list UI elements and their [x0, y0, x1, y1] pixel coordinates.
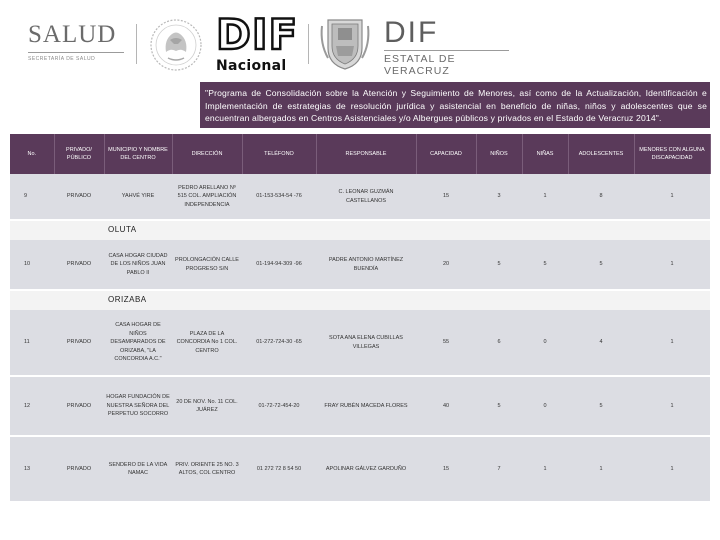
mexico-eagle-seal-icon — [148, 18, 204, 72]
table-cell: 9 — [10, 174, 54, 220]
column-header: MENORES CON ALGUNA DISCAPACIDAD — [634, 134, 710, 174]
table-cell: 1 — [634, 376, 710, 436]
shelters-table — [10, 134, 711, 503]
table-cell: 1 — [634, 240, 710, 290]
veracruz-coat-of-arms-icon — [318, 14, 372, 72]
table-cell: 6 — [476, 310, 522, 376]
city-separator-row — [10, 290, 710, 310]
table-cell: 1 — [522, 436, 568, 502]
table-cell: 12 — [10, 376, 54, 436]
dif-estatal-logo — [384, 16, 514, 77]
table-cell: 1 — [634, 174, 710, 220]
city-separator-spacer — [10, 290, 54, 310]
table-cell: 55 — [416, 310, 476, 376]
dif-nacional-word: DIF — [216, 10, 299, 59]
table-cell: SOTA ANA ELENA CUBILLAS VILLEGAS — [316, 310, 416, 376]
table-cell: PADRE ANTONIO MARTÍNEZ BUENDÍA — [316, 240, 416, 290]
table-cell: PROLONGACIÓN CALLE PROGRESO S/N — [172, 240, 242, 290]
table-cell: PEDRO ARELLANO Nº 515 COL. AMPLIACIÓN INDEPENDENCIA — [172, 174, 242, 220]
table-cell: PRIVADO — [54, 240, 104, 290]
table-cell: 11 — [10, 310, 54, 376]
table-cell: 13 — [10, 436, 54, 502]
salud-logo-divider — [28, 52, 124, 53]
city-separator-spacer — [10, 220, 54, 240]
table-cell: APOLINAR GÁLVEZ GARDUÑO — [316, 436, 416, 502]
table-row — [10, 436, 710, 502]
table-cell: 5 — [568, 240, 634, 290]
table-cell: 01-72-72-454-20 — [242, 376, 316, 436]
table-cell: 0 — [522, 376, 568, 436]
column-header: DIRECCIÓN — [172, 134, 242, 174]
table-cell: HOGAR FUNDACIÓN DE NUESTRA SEÑORA DEL PERPETUO SOCORRO — [104, 376, 172, 436]
table-cell: 4 — [568, 310, 634, 376]
dif-estatal-divider — [384, 50, 509, 51]
salud-logo-subtitle: SECRETARÍA DE SALUD — [28, 56, 96, 62]
table-row — [10, 310, 710, 376]
table-cell: 10 — [10, 240, 54, 290]
dif-nacional-subtitle: Nacional — [216, 58, 287, 74]
dif-estatal-subtitle: ESTATAL DE VERACRUZ — [384, 53, 456, 77]
table-cell: 8 — [568, 174, 634, 220]
table-cell: 40 — [416, 376, 476, 436]
table-cell: CASA HOGAR CIUDAD DE LOS NIÑOS JUAN PABLO II — [104, 240, 172, 290]
table-cell: 5 — [522, 240, 568, 290]
table-cell: 01-153-534-54 -76 — [242, 174, 316, 220]
table-cell: 15 — [416, 436, 476, 502]
table-header-row — [10, 134, 710, 174]
logo-header — [0, 0, 720, 78]
program-title: "Programa de Consolidación sobre la Atención y Seguimiento de Menores, así como de la Actualización, Identificación e Implementación de estrategias de resolución jurídica y asistencial en beneficio de niñas, niños y adolescentes que se encuentran albergados en Centros Asistenciales y/o Albergues públicos y privados en el Estado de Veracruz 2014". — [200, 82, 710, 128]
table-cell: 01-272-724-30 -65 — [242, 310, 316, 376]
table-cell: CASA HOGAR DE NIÑOS DESAMPARADOS DE ORIZABA, "LA CONCORDIA A.C." — [104, 310, 172, 376]
table-cell: 1 — [634, 436, 710, 502]
table-cell: 1 — [568, 436, 634, 502]
city-separator-row — [10, 220, 710, 240]
table-cell: PRIVADO — [54, 174, 104, 220]
table-cell: 01-194-94-309 -96 — [242, 240, 316, 290]
header-divider — [308, 24, 309, 64]
table-cell: PLAZA DE LA CONCORDIA No 1 COL. CENTRO — [172, 310, 242, 376]
table-cell: PRIVADO — [54, 310, 104, 376]
header-divider — [136, 24, 137, 64]
table-row — [10, 376, 710, 436]
column-header: NIÑAS — [522, 134, 568, 174]
column-header: No. — [10, 134, 54, 174]
table-cell: 0 — [522, 310, 568, 376]
table-cell: PRIVADO — [54, 436, 104, 502]
column-header: NIÑOS — [476, 134, 522, 174]
salud-logo-word: SALUD — [28, 21, 117, 48]
table-cell: 5 — [476, 376, 522, 436]
table-cell: 3 — [476, 174, 522, 220]
table-cell: SENDERO DE LA VIDA NAMAC — [104, 436, 172, 502]
table-cell: FRAY RUBÉN MACEDA FLORES — [316, 376, 416, 436]
table-cell: 1 — [522, 174, 568, 220]
city-name: ORIZABA — [54, 290, 316, 310]
table-cell: YAHVÉ YIRE — [104, 174, 172, 220]
table-row — [10, 174, 710, 220]
column-header: CAPACIDAD — [416, 134, 476, 174]
city-separator-spacer — [316, 220, 710, 240]
table-cell: C. LEONAR GUZMÁN CASTELLANOS — [316, 174, 416, 220]
table-cell: 5 — [476, 240, 522, 290]
column-header: PRIVADO/ PÚBLICO — [54, 134, 104, 174]
table-cell: 20 DE NOV. No. 11 COL. JUÁREZ — [172, 376, 242, 436]
table-cell: 5 — [568, 376, 634, 436]
table-cell: 20 — [416, 240, 476, 290]
table-cell: 1 — [634, 310, 710, 376]
salud-logo — [28, 22, 128, 66]
column-header: RESPONSABLE — [316, 134, 416, 174]
dif-estatal-word: DIF — [384, 16, 439, 49]
city-name: OLUTA — [54, 220, 316, 240]
table-row — [10, 240, 710, 290]
table-cell: PRIV. ORIENTE 25 NO. 3 ALTOS, COL CENTRO — [172, 436, 242, 502]
table-cell: 15 — [416, 174, 476, 220]
city-separator-spacer — [316, 290, 710, 310]
table-cell: PRIVADO — [54, 376, 104, 436]
column-header: MUNICIPIO Y NOMBRE DEL CENTRO — [104, 134, 172, 174]
column-header: ADOLESCENTES — [568, 134, 634, 174]
dif-nacional-logo — [216, 10, 302, 74]
column-header: TELÉFONO — [242, 134, 316, 174]
table-cell: 01 272 72 8 54 50 — [242, 436, 316, 502]
table-cell: 7 — [476, 436, 522, 502]
